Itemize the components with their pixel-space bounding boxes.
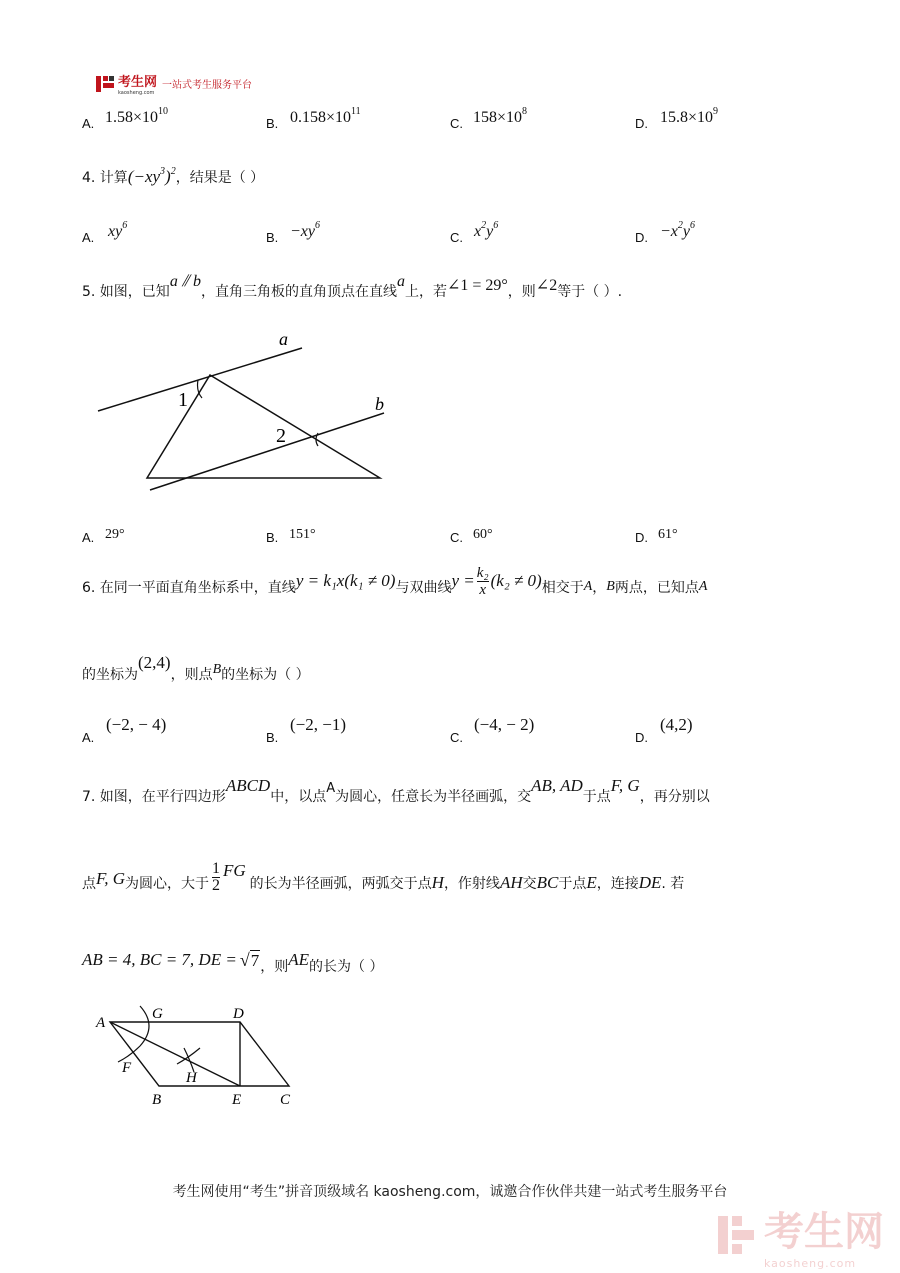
q7-stem-line1: 7. 如图，在平行四边形 ABCD 中，以点 A 为圆心，任意长为半径画弧，交 AB, AD 于点 F, G ，再分别以 (82, 776, 710, 805)
q3-option-b-label: B. (266, 116, 279, 131)
q4-option-a-value: $xy^6$ (108, 220, 128, 240)
q5-fig-label-a: a (279, 329, 288, 349)
q7-segment-ae (110, 1022, 240, 1086)
q7-stem-line2: 点 F, G 为圆心，大于 $\frac{1}{2}$ FG 的长为半径画弧，两弧交于点 H ，作射线 AH 交 BC 于点 E ，连接 DE . 若 (82, 859, 685, 894)
q4-option-a-label: A. (82, 230, 95, 245)
q7-stem-line3: AB = 4, BC = 7, DE = √ 7 ，则 AE 的长为（ ） (82, 949, 384, 975)
q4-option-b-value: $-xy^6$ (290, 220, 320, 240)
q7-fig-label-d: D (233, 1006, 244, 1022)
q6-option-b-value: (−2, −1) (290, 715, 346, 734)
q3-option-a-value: $1.58\times 10^{10}$ (105, 106, 169, 126)
q6-option-d-value: (4,2) (660, 715, 693, 734)
q5-fig-label-1: 1 (178, 389, 188, 411)
q7-fig-label-f: F (122, 1060, 132, 1076)
q6-option-b-label: B. (266, 730, 279, 745)
q3-option-c-label: C. (450, 116, 463, 131)
watermark (716, 1200, 884, 1270)
header-logo (95, 71, 252, 96)
q6-option-a-label: A. (82, 730, 95, 745)
logo-brand: 考生网 (118, 75, 158, 90)
q4-stem: 4. 计算$(-xy^3)^2$，结果是（ ） (82, 166, 265, 186)
q5-option-d-label: D. (635, 530, 648, 545)
q5-option-b-label: B. (266, 530, 279, 545)
q5-fig-label-b: b (375, 394, 384, 414)
q5-option-b-value: 151° (289, 527, 316, 542)
q6-option-a-value: (−2, − 4) (106, 715, 167, 734)
q3-option-b-value: $0.158\times 10^{11}$ (290, 106, 361, 126)
q7-fig-label-b: B (152, 1092, 162, 1108)
q5-option-c-label: C. (450, 530, 463, 545)
q7-fig-label-g: G (152, 1006, 163, 1022)
q5-line-a (98, 348, 302, 411)
q7-fig-label-a: A (96, 1015, 106, 1031)
q7-figure (92, 1000, 312, 1110)
q3-option-a-label: A. (82, 116, 95, 131)
q5-option-a-label: A. (82, 530, 95, 545)
q6-option-c-value: (−4, − 2) (474, 715, 535, 734)
q3-option-d-label: D. (635, 116, 648, 131)
q4-option-b-label: B. (266, 230, 279, 245)
q6-stem-line2: 的坐标为 (2,4) ，则点 B 的坐标为（ ） (82, 653, 310, 683)
watermark-domain: kaosheng.com (764, 1257, 857, 1270)
logo-domain: kaosheng.com (118, 90, 155, 96)
watermark-brand: 考生网 (764, 1209, 884, 1255)
q5-option-c-value: 60° (473, 527, 493, 542)
q4-option-d-value: $-x^2y^6$ (660, 220, 696, 240)
q6-stem-line1: 6. 在同一平面直角坐标系中，直线 y = k₁x(k₁ ≠ 0) 与双曲线 y = $\frac{\text{k₂}}{x}$ (k₂ ≠ 0) 相交于 A ， B 两点，已知点 A (82, 564, 708, 598)
q5-option-d-value: 61° (658, 527, 678, 542)
q7-half-fraction: $\frac{1}{2}$ (211, 859, 220, 894)
q7-parallelogram (110, 1022, 289, 1086)
q3-option-c-value: $158\times 10^8$ (473, 106, 528, 126)
q5-figure (92, 328, 402, 498)
q6-option-d-label: D. (635, 730, 648, 745)
page-footer: 考生网使用“考生”拼音顶级域名 kaosheng.com，诚邀合作伙伴共建一站式考生服务平台 (172, 1184, 728, 1200)
q6-option-c-label: C. (450, 730, 463, 745)
q7-fig-label-c: C (280, 1092, 291, 1108)
q3-option-d-value: $15.8\times 10^9$ (660, 106, 719, 126)
watermark-logo-icon (716, 1212, 758, 1258)
q7-fig-label-e: E (232, 1092, 242, 1108)
q4-option-c-value: $x^2y^6$ (474, 220, 499, 240)
q5-option-a-value: 29° (105, 527, 125, 542)
q6-hyperbola-fraction: $\frac{\text{k₂}}{x}$ (476, 564, 489, 598)
q5-stem: 5. 如图，已知a ⫽ b，直角三角板的直角顶点在直线a上，若∠1 = 29°，则∠2等于（ ）. (82, 273, 623, 300)
q4-option-c-label: C. (450, 230, 463, 245)
q5-fig-label-2: 2 (276, 425, 286, 447)
q7-arc-h2 (184, 1048, 194, 1072)
q4-option-d-label: D. (635, 230, 648, 245)
logo-mark-icon (95, 74, 115, 94)
header-slogan: 一站式考生服务平台 (162, 80, 253, 91)
q7-fig-label-h: H (186, 1070, 197, 1086)
